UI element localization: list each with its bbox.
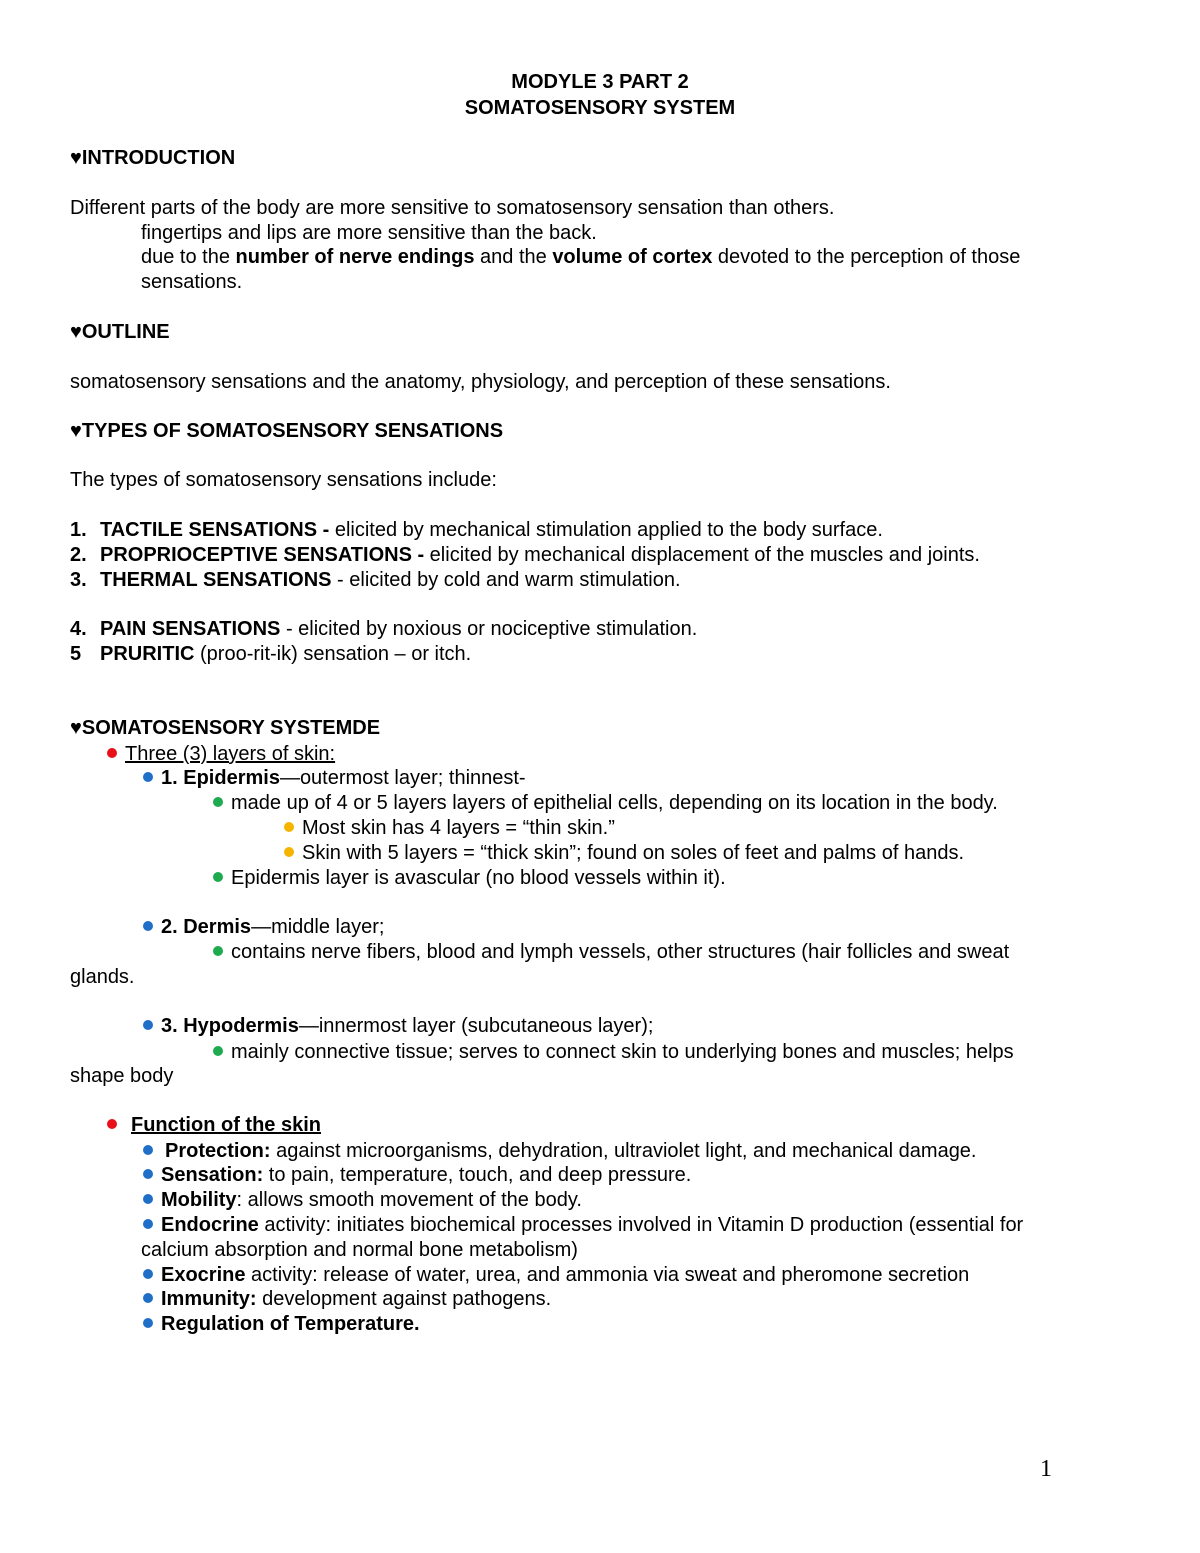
document-title-line-1: MODYLE 3 PART 2 [511, 71, 689, 93]
hypodermis-term: 3. Hypodermis [161, 1015, 299, 1037]
type-item-description: elicited by mechanical displacement of the muscles and joints. [424, 544, 980, 566]
type-item-number: 2. [70, 544, 87, 566]
epidermis-item [143, 766, 526, 790]
yellow-bullet-icon [284, 847, 294, 857]
reason-text-c: and the [474, 246, 553, 268]
function-description: against microorganisms, dehydration, ultraviolet light, and mechanical damage. [270, 1140, 977, 1162]
function-description: : allows smooth movement of the body. [236, 1189, 582, 1211]
dermis-detail [213, 940, 1009, 964]
function-term: Regulation of Temperature. [161, 1313, 420, 1335]
green-bullet-icon [213, 797, 223, 807]
type-item-term: PAIN SENSATIONS [100, 618, 281, 640]
epidermis-description: —outermost layer; thinnest- [279, 767, 526, 789]
epidermis-detail [213, 791, 998, 815]
function-description: development against pathogens. [256, 1288, 552, 1310]
nerve-endings-term: number of nerve endings [235, 246, 475, 268]
blue-bullet-icon [143, 1318, 153, 1328]
function-term: Mobility [161, 1189, 237, 1211]
function-term: Immunity: [161, 1288, 257, 1310]
green-bullet-icon [213, 872, 223, 882]
dermis-detail-continued: glands. [70, 966, 135, 988]
system-heading: ♥SOMATOSENSORY SYSTEMDE [70, 717, 381, 739]
dermis-term: 2. Dermis [161, 916, 252, 938]
function-term: Endocrine [161, 1214, 259, 1236]
type-item [70, 518, 883, 542]
function-item [143, 1139, 977, 1163]
type-item-description: elicited by mechanical stimulation applied to the body surface. [329, 519, 883, 541]
type-item-number: 4. [70, 618, 87, 640]
type-item-number: 3. [70, 569, 87, 591]
avascular-text: Epidermis layer is avascular (no blood vessels within it). [231, 867, 726, 889]
dermis-item [143, 915, 384, 939]
introduction-paragraph: Different parts of the body are more sensitive to somatosensory sensation than others. [70, 197, 835, 219]
function-item [143, 1188, 582, 1212]
introduction-reason [141, 245, 1020, 269]
function-item [143, 1312, 420, 1336]
reason-text-e: devoted to the perception of those [712, 246, 1021, 268]
function-term: Sensation: [161, 1164, 264, 1186]
type-item [70, 543, 980, 567]
introduction-heading: ♥INTRODUCTION [70, 147, 236, 169]
thin-skin-text: Most skin has 4 layers = “thin skin.” [302, 817, 615, 839]
volume-of-cortex-term: volume of cortex [552, 246, 713, 268]
blue-bullet-icon [143, 772, 153, 782]
document-title-line-2: SOMATOSENSORY SYSTEM [464, 97, 736, 119]
hypodermis-detail-continued: shape body [70, 1065, 174, 1087]
blue-bullet-icon [143, 921, 153, 931]
type-item-number: 5 [70, 643, 82, 665]
red-bullet-icon [107, 748, 117, 758]
layers-list-item [107, 742, 335, 766]
functions-list-item [107, 1113, 321, 1137]
dermis-description: —middle layer; [251, 916, 385, 938]
type-item-description: - elicited by cold and warm stimulation. [331, 569, 681, 591]
introduction-reason-continued: sensations. [141, 271, 243, 293]
page-number: 1 [1040, 1456, 1052, 1482]
function-item [143, 1213, 1023, 1237]
epidermis-detail [213, 866, 726, 890]
function-item-continued: calcium absorption and normal bone metabolism) [141, 1239, 578, 1261]
type-item [70, 617, 697, 641]
blue-bullet-icon [143, 1219, 153, 1229]
epidermis-detail-text: made up of 4 or 5 layers layers of epithelial cells, depending on its location in the body. [231, 792, 998, 814]
type-item-number: 1. [70, 519, 87, 541]
green-bullet-icon [213, 1046, 223, 1056]
type-item-term: TACTILE SENSATIONS - [100, 519, 330, 541]
blue-bullet-icon [143, 1020, 153, 1030]
yellow-bullet-icon [284, 822, 294, 832]
type-item-term: THERMAL SENSATIONS [100, 569, 332, 591]
epidermis-subdetail [284, 816, 615, 840]
function-item [143, 1163, 691, 1187]
blue-bullet-icon [143, 1194, 153, 1204]
blue-bullet-icon [143, 1269, 153, 1279]
green-bullet-icon [213, 946, 223, 956]
functions-title: Function of the skin [131, 1114, 321, 1136]
outline-text: somatosensory sensations and the anatomy, physiology, and perception of these sensations. [70, 371, 891, 393]
epidermis-subdetail [284, 841, 964, 865]
blue-bullet-icon [143, 1169, 153, 1179]
blue-bullet-icon [143, 1293, 153, 1303]
layers-title: Three (3) layers of skin: [125, 743, 336, 765]
function-item [143, 1287, 551, 1311]
types-intro: The types of somatosensory sensations include: [70, 469, 497, 491]
type-item-term: PROPRIOCEPTIVE SENSATIONS - [100, 544, 425, 566]
types-heading: ♥TYPES OF SOMATOSENSORY SENSATIONS [70, 420, 504, 442]
type-item [70, 642, 471, 666]
introduction-example: fingertips and lips are more sensitive than the back. [141, 222, 597, 244]
function-description: activity: release of water, urea, and ammonia via sweat and pheromone secretion [245, 1264, 970, 1286]
type-item-description: - elicited by noxious or nociceptive stimulation. [280, 618, 698, 640]
hypodermis-description: —innermost layer (subcutaneous layer); [298, 1015, 654, 1037]
dermis-detail-text: contains nerve fibers, blood and lymph vessels, other structures (hair follicles and sweat [231, 941, 1010, 963]
outline-heading: ♥OUTLINE [70, 321, 170, 343]
thick-skin-text: Skin with 5 layers = “thick skin”; found on soles of feet and palms of hands. [302, 842, 965, 864]
epidermis-term: 1. Epidermis [161, 767, 280, 789]
hypodermis-detail [213, 1040, 1014, 1064]
function-item [143, 1263, 969, 1287]
reason-text-a: due to the [141, 246, 236, 268]
hypodermis-detail-text: mainly connective tissue; serves to connect skin to underlying bones and muscles; helps [231, 1041, 1014, 1063]
function-term: Protection: [165, 1140, 271, 1162]
type-item-term: PRURITIC [100, 643, 195, 665]
function-description: to pain, temperature, touch, and deep pressure. [263, 1164, 692, 1186]
function-description: activity: initiates biochemical processes involved in Vitamin D production (essential for [258, 1214, 1024, 1236]
blue-bullet-icon [143, 1145, 153, 1155]
red-bullet-icon [107, 1119, 117, 1129]
type-item [70, 568, 681, 592]
hypodermis-item [143, 1014, 653, 1038]
type-item-description: (proo-rit-ik) sensation – or itch. [194, 643, 472, 665]
function-term: Exocrine [161, 1264, 246, 1286]
